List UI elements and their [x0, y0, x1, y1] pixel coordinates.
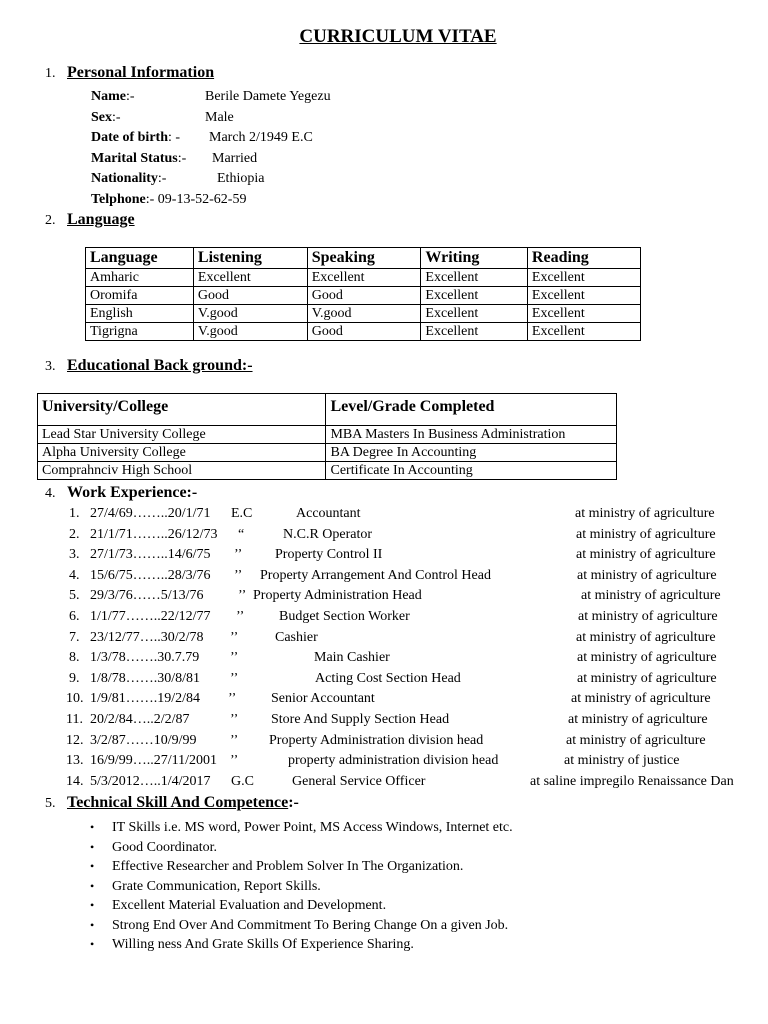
work-experience-row — [66, 504, 766, 524]
personal-info-value: March 2/1949 E.C — [209, 130, 313, 146]
work-dates: 1/1/77……..22/12/77 — [90, 609, 211, 624]
language-table-cell: Good — [193, 287, 307, 305]
work-place: at ministry of agriculture — [576, 526, 716, 542]
personal-info-separator: : - — [168, 130, 181, 146]
bullet-icon: • — [90, 917, 95, 932]
language-table-header — [86, 248, 641, 269]
skill-item — [90, 916, 513, 936]
language-table-cell: V.good — [193, 305, 307, 323]
language-column-header: Speaking — [307, 248, 421, 269]
work-calendar-mark: G.C — [231, 773, 254, 789]
work-calendar-mark: ’’ — [230, 650, 239, 666]
skill-item — [90, 877, 513, 897]
work-calendar-mark: E.C — [231, 506, 253, 521]
work-calendar-mark: ’’ — [230, 753, 239, 769]
bullet-icon: • — [90, 839, 95, 854]
work-calendar-mark: “ — [238, 526, 245, 542]
work-place: at saline impregilo Renaissance Dan — [530, 773, 734, 789]
language-column-header: Language — [86, 248, 194, 269]
skill-text: Effective Researcher and Problem Solver In The Organization. — [112, 859, 464, 874]
education-table-row — [38, 444, 617, 462]
personal-info-value: 09-13-52-62-59 — [157, 192, 247, 207]
work-experience-row — [66, 751, 766, 771]
work-experience-row — [66, 772, 766, 792]
language-column-header: Listening — [193, 248, 307, 269]
personal-info-value: Berile Damete Yegezu — [205, 89, 331, 104]
work-experience-row — [66, 628, 766, 648]
work-role: Property Administration division head — [269, 732, 484, 748]
personal-info-row — [91, 190, 491, 210]
section-skills-heading — [45, 794, 299, 812]
work-dates: 3/2/87……10/9/99 — [90, 732, 197, 748]
skill-text: Strong End Over And Commitment To Bering Change On a given Job. — [112, 917, 509, 933]
section-work-heading — [45, 484, 197, 502]
section-title: Work Experience:- — [67, 484, 198, 501]
work-role: Acting Cost Section Head — [315, 670, 461, 686]
skill-text: Willing ness And Grate Skills Of Experience Sharing. — [112, 937, 414, 952]
work-role: Budget Section Worker — [279, 609, 410, 624]
personal-info-label: Marital Status — [91, 150, 178, 166]
language-table-cell: Excellent — [527, 287, 640, 305]
language-table-cell: V.good — [193, 323, 307, 341]
work-number: 5. — [69, 588, 80, 604]
work-calendar-mark: ’’ — [238, 588, 247, 604]
personal-info-label: Sex — [91, 109, 112, 125]
personal-info-separator: :- — [177, 150, 187, 166]
personal-info-label: Telphone — [91, 192, 146, 207]
work-role: Store And Supply Section Head — [271, 712, 450, 727]
education-table-cell: MBA Masters In Business Administration — [326, 426, 617, 444]
language-table-cell: Excellent — [421, 269, 527, 287]
bullet-icon: • — [90, 898, 95, 912]
personal-info-row — [91, 149, 491, 169]
work-number: 9. — [69, 670, 80, 686]
language-table-cell: Amharic — [86, 269, 194, 287]
work-dates: 1/9/81…….19/2/84 — [90, 691, 201, 707]
section-personal-heading — [45, 64, 214, 82]
work-dates: 15/6/75……..28/3/76 — [90, 567, 211, 583]
work-place: at ministry of agriculture — [577, 670, 717, 686]
work-experience-row — [66, 710, 766, 730]
personal-info-label: Date of birth — [91, 130, 168, 146]
work-place: at ministry of agriculture — [566, 732, 706, 748]
language-table-row — [86, 287, 641, 305]
language-table-cell: Excellent — [527, 323, 640, 341]
skill-text: Good Coordinator. — [112, 839, 217, 855]
work-role: General Service Officer — [292, 773, 426, 789]
language-table-cell: Excellent — [193, 269, 307, 287]
education-table-cell: Comprahnciv High School — [38, 462, 326, 480]
language-table-cell: Oromifa — [86, 287, 194, 305]
personal-info-separator: :- — [157, 171, 167, 187]
work-place: at ministry of agriculture — [577, 567, 717, 583]
work-calendar-mark: ’’ — [230, 732, 239, 748]
language-table-cell: Excellent — [307, 269, 421, 287]
work-place: at ministry of agriculture — [578, 609, 718, 624]
skill-item — [90, 818, 513, 838]
work-role: Property Arrangement And Control Head — [260, 567, 491, 583]
work-number: 4. — [69, 567, 80, 583]
work-number: 11. — [66, 712, 83, 727]
work-number: 3. — [69, 547, 80, 563]
work-place: at ministry of agriculture — [576, 629, 716, 645]
work-role: N.C.R Operator — [283, 526, 373, 542]
work-experience-row — [66, 689, 766, 709]
language-column-header: Writing — [421, 248, 527, 269]
work-experience-row — [66, 586, 766, 606]
skill-item — [90, 896, 513, 916]
work-experience-row — [66, 607, 766, 627]
personal-info-row — [91, 128, 491, 148]
section-title-suffix: :- — [288, 794, 299, 811]
section-title: Educational Back ground:- — [67, 357, 253, 374]
language-table-cell: Excellent — [421, 305, 527, 323]
section-title: Language — [67, 211, 135, 228]
work-number: 7. — [69, 629, 80, 645]
skill-item — [90, 857, 513, 877]
section-number: 2. — [45, 213, 56, 228]
skill-text: Grate Communication, Report Skills. — [112, 878, 321, 894]
language-table-cell: Excellent — [421, 323, 527, 341]
work-calendar-mark: ’’ — [230, 629, 239, 645]
work-role: property administration division head — [288, 753, 499, 769]
work-place: at ministry of agriculture — [571, 691, 711, 707]
work-calendar-mark: ’’ — [234, 567, 243, 583]
work-number: 14. — [66, 773, 84, 789]
bullet-icon: • — [90, 820, 95, 834]
work-calendar-mark: ’’ — [230, 712, 239, 727]
language-table — [85, 247, 641, 341]
personal-info-separator: :- — [112, 109, 121, 125]
document-title: CURRICULUM VITAE — [299, 26, 497, 47]
language-table-cell: Good — [307, 287, 421, 305]
work-experience-row — [66, 669, 766, 689]
language-table-cell: Tigrigna — [86, 323, 194, 341]
personal-info-value: Male — [205, 109, 234, 125]
skill-text: Excellent Material Evaluation and Development. — [112, 898, 387, 913]
work-place: at ministry of agriculture — [568, 712, 708, 727]
work-dates: 29/3/76……5/13/76 — [90, 588, 204, 604]
work-number: 13. — [66, 753, 84, 769]
personal-info-label: Name — [91, 89, 126, 104]
work-experience-row — [66, 566, 766, 586]
work-role: Senior Accountant — [271, 691, 375, 707]
education-table-row — [38, 462, 617, 480]
work-dates: 1/8/78…….30/8/81 — [90, 670, 201, 686]
work-number: 12. — [66, 732, 84, 748]
section-education-heading — [45, 357, 253, 375]
work-dates: 27/4/69……..20/1/71 — [90, 506, 211, 521]
personal-info-row — [91, 169, 491, 189]
work-dates: 16/9/99…..27/11/2001 — [90, 753, 218, 769]
language-column-header: Reading — [527, 248, 640, 269]
work-place: at ministry of justice — [564, 753, 680, 769]
section-number: 1. — [45, 66, 56, 81]
work-role: Accountant — [296, 506, 361, 521]
education-table-cell: Alpha University College — [38, 444, 326, 462]
work-place: at ministry of agriculture — [575, 506, 715, 521]
personal-info-row — [91, 108, 491, 128]
work-number: 8. — [69, 650, 80, 666]
education-table-header — [38, 394, 617, 426]
work-dates: 23/12/77…..30/2/78 — [90, 629, 204, 645]
section-number: 5. — [45, 796, 56, 811]
work-dates: 20/2/84…..2/2/87 — [90, 712, 190, 727]
work-experience-row — [66, 731, 766, 751]
work-number: 1. — [69, 506, 80, 521]
language-table-cell: Excellent — [527, 305, 640, 323]
work-role: Main Cashier — [314, 650, 390, 666]
section-number: 3. — [45, 359, 56, 374]
education-table-cell: BA Degree In Accounting — [326, 444, 617, 462]
skill-text: IT Skills i.e. MS word, Power Point, MS Access Windows, Internet etc. — [112, 820, 513, 835]
work-calendar-mark: ’’ — [230, 670, 239, 686]
work-experience-row — [66, 648, 766, 668]
language-table-cell: V.good — [307, 305, 421, 323]
work-experience-row — [66, 545, 766, 565]
personal-info-label: Nationality — [91, 171, 158, 187]
work-dates: 1/3/78…….30.7.79 — [90, 650, 200, 666]
language-table-cell: English — [86, 305, 194, 323]
skill-item — [90, 935, 513, 955]
education-table — [37, 393, 617, 480]
work-role: Property Administration Head — [253, 588, 422, 604]
work-role: Property Control II — [275, 547, 383, 563]
work-dates: 21/1/71……..26/12/73 — [90, 526, 218, 542]
work-calendar-mark: ’’ — [234, 547, 243, 563]
language-table-cell: Excellent — [527, 269, 640, 287]
work-dates: 5/3/2012…..1/4/2017 — [90, 773, 211, 789]
work-number: 2. — [69, 526, 80, 542]
work-experience-row — [66, 525, 766, 545]
language-table-row — [86, 323, 641, 341]
skills-list — [90, 818, 513, 955]
education-column-header: Level/Grade Completed — [326, 394, 617, 426]
education-table-cell: Certificate In Accounting — [326, 462, 617, 480]
bullet-icon: • — [90, 878, 95, 893]
work-place: at ministry of agriculture — [576, 547, 716, 563]
section-title: Personal Information — [67, 64, 215, 81]
personal-info-value: Ethiopia — [217, 171, 265, 187]
work-role: Cashier — [275, 629, 318, 645]
work-place: at ministry of agriculture — [577, 650, 717, 666]
section-title: Technical Skill And Competence — [67, 794, 289, 811]
personal-info-value: Married — [212, 150, 258, 166]
work-calendar-mark: ’’ — [228, 691, 237, 707]
bullet-icon: • — [90, 937, 95, 951]
skill-item — [90, 838, 513, 858]
education-table-cell: Lead Star University College — [38, 426, 326, 444]
language-table-row — [86, 305, 641, 323]
language-table-cell: Excellent — [421, 287, 527, 305]
education-table-row — [38, 426, 617, 444]
education-column-header: University/College — [38, 394, 326, 426]
language-table-cell: Good — [307, 323, 421, 341]
work-number: 6. — [69, 609, 80, 624]
work-number: 10. — [66, 691, 84, 707]
section-language-heading — [45, 211, 135, 229]
work-calendar-mark: ’’ — [236, 609, 245, 624]
bullet-icon: • — [90, 859, 95, 873]
personal-info-separator: :- — [126, 89, 135, 104]
language-table-row — [86, 269, 641, 287]
work-place: at ministry of agriculture — [581, 588, 721, 604]
section-number: 4. — [45, 486, 56, 501]
personal-info-row — [91, 87, 491, 107]
work-dates: 27/1/73……..14/6/75 — [90, 547, 211, 563]
personal-info-separator: :- — [145, 192, 158, 207]
